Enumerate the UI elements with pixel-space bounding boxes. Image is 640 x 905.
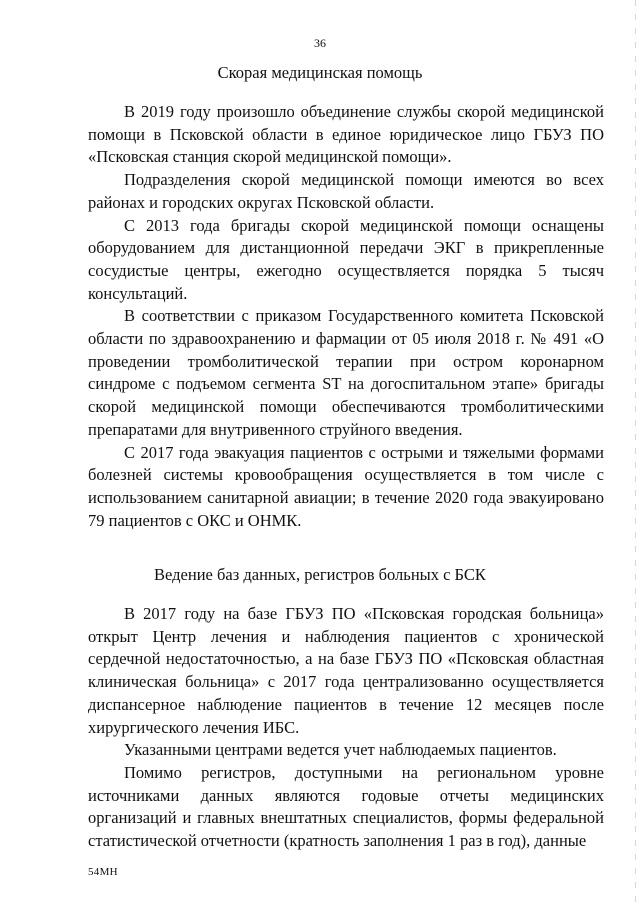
- paragraph: Указанными центрами ведется учет наблюдаемых пациентов.: [124, 740, 557, 760]
- paragraph: С 2017 года эвакуация пациентов с острыми и тяжелыми формами болезней системы кровообращения осуществляется в том числе с использованием санитарной авиации; в течение 2020 года эвакуировано 79 пациентов с ОКС и ОНМК.: [88, 442, 604, 530]
- paragraph: С 2013 года бригады скорой медицинской помощи оснащены оборудованием для дистанционной передачи ЭКГ в прикрепленные сосудистые центры, ежегодно осуществляется порядка 5 тысяч консультаций.: [88, 215, 604, 303]
- section-body-emergency-care: [88, 101, 604, 532]
- page-number: 36: [314, 36, 326, 50]
- document-code: 54МН: [88, 866, 118, 878]
- section-body-registries: [88, 603, 604, 853]
- section-title-registries: Ведение баз данных, регистров больных с БСК: [154, 565, 486, 584]
- scan-margin-mark: [635, 0, 636, 905]
- paragraph: Помимо регистров, доступными на региональном уровне источниками данных являются годовые отчеты медицинских организаций и главных внештатных специалистов, формы федеральной статистической отчетности (кратность заполнения 1 раз в год), данные: [88, 762, 604, 851]
- section-title-emergency-care: Скорая медицинская помощь: [217, 63, 423, 82]
- paragraph: Подразделения скорой медицинской помощи имеются во всех районах и городских округах Псковской области.: [88, 170, 604, 212]
- paragraph: В соответствии с приказом Государственного комитета Псковской области по здравоохранению и фармации от 05 июля 2018 г. № 491 «О проведении тромболитической терапии при остром коронарном синдроме с подъемом сегмента ST на догоспитальном этапе» бригады скорой медицинской помощи обеспечиваются тромболитическими препаратами для внутривенного струйного введения.: [88, 306, 604, 439]
- paragraph: В 2017 году на базе ГБУЗ ПО «Псковская городская больница» открыт Центр лечения и наблюдения пациентов с хронической сердечной недостаточностью, а на базе ГБУЗ ПО «Псковская областная клиническая больница» с 2017 года централизованно осуществляется диспансерное наблюдение пациентов в течение 12 месяцев после хирургического лечения ИБС.: [88, 604, 604, 737]
- paragraph: В 2019 году произошло объединение службы скорой медицинской помощи в Псковской области в единое юридическое лицо ГБУЗ ПО «Псковская станция скорой медицинской помощи».: [88, 102, 604, 167]
